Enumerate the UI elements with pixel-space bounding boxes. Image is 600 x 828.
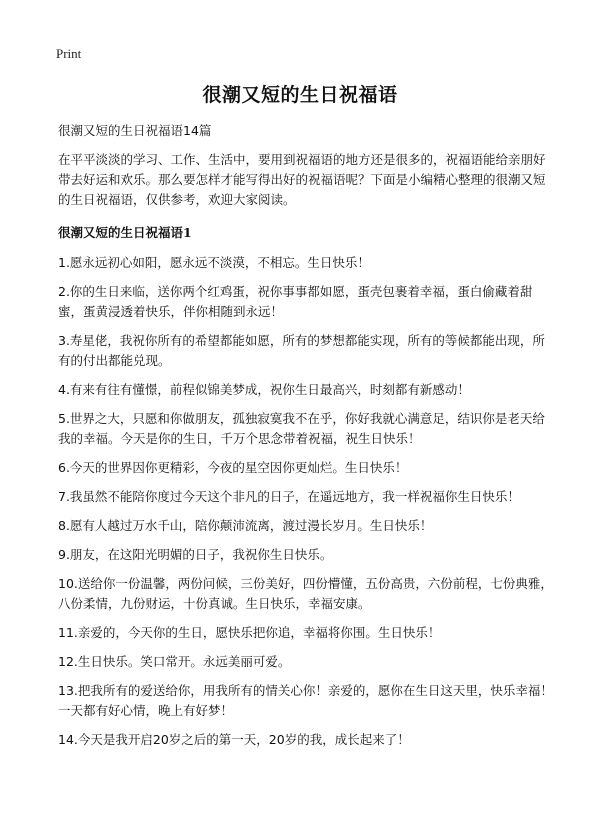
list-item: 8.愿有人越过万水千山，陪你颠沛流离，渡过漫长岁月。生日快乐！ (58, 518, 433, 533)
page-title: 很潮又短的生日祝福语 (202, 84, 398, 106)
list-item: 11.亲爱的，今天你的生日，愿快乐把你追，幸福将你围。生日快乐！ (58, 625, 441, 640)
list-item: 6.今天的世界因你更精彩，今夜的星空因你更灿烂。生日快乐！ (58, 460, 408, 475)
list-item: 2.你的生日来临，送你两个红鸡蛋，祝你事事都如愿，蛋壳包裹着幸福，蛋白偷藏着甜蜜，蛋黄浸透着快乐，伴你相随到永远！ (58, 284, 533, 319)
list-item: 4.有来有往有懂憬，前程似锦美梦成，祝你生日最高兴，时刻都有新感动！ (58, 382, 470, 397)
list-item: 13.把我所有的爱送给你，用我所有的情关心你！亲爱的，愿你在生日这天里，快乐幸福！一天都有好心情，晚上有好梦！ (58, 683, 553, 718)
list-item: 7.我虽然不能陪你度过今天这个非凡的日子，在遥远地方，我一样祝福你生日快乐！ (58, 489, 520, 504)
list-item: 1.愿永远初心如阳，愿永远不淡漠，不相忘。生日快乐！ (58, 255, 370, 270)
list-item: 9.朋友，在这阳光明媚的日子，我祝你生日快乐。 (58, 547, 333, 562)
list-item: 5.世界之大，只愿和你做朋友，孤独寂寞我不在乎，你好我就心满意足，结识你是老天给我的幸福。今天是你的生日，千万个思念带着祝福，祝生日快乐！ (58, 411, 545, 446)
list-item: 3.寿星佬，我祝你所有的希望都能如愿，所有的梦想都能实现，所有的等候都能出现，所有的付出都能兑现。 (58, 333, 545, 368)
list-item: 14.今天是我开启20岁之后的第一天，20岁的我，成长起来了！ (58, 732, 410, 747)
list-item: 12.生日快乐。笑口常开。永远美丽可爱。 (58, 654, 291, 669)
article-body (58, 121, 556, 759)
wish-list (58, 253, 556, 750)
article-subtitle: 很潮又短的生日祝福语14篇 (58, 123, 212, 138)
section-heading: 很潮又短的生日祝福语1 (58, 225, 192, 240)
intro-paragraph: 在平平淡淡的学习、工作、生活中，要用到祝福语的地方还是很多的，祝福语能给亲朋好带去好运和欢乐。那么要怎样才能写得出好的祝福语呢？下面是小编精心整理的很潮又短的生日祝福语，仅供参考，欢迎大家阅读。 (58, 152, 546, 207)
print-link[interactable]: Print (56, 46, 82, 61)
list-item: 10.送给你一份温馨，两份问候，三份美好，四份懵懂，五份高贵，六份前程，七份典雅，八份柔情，九份财运，十份真诚。生日快乐，幸福安康。 (58, 576, 553, 611)
